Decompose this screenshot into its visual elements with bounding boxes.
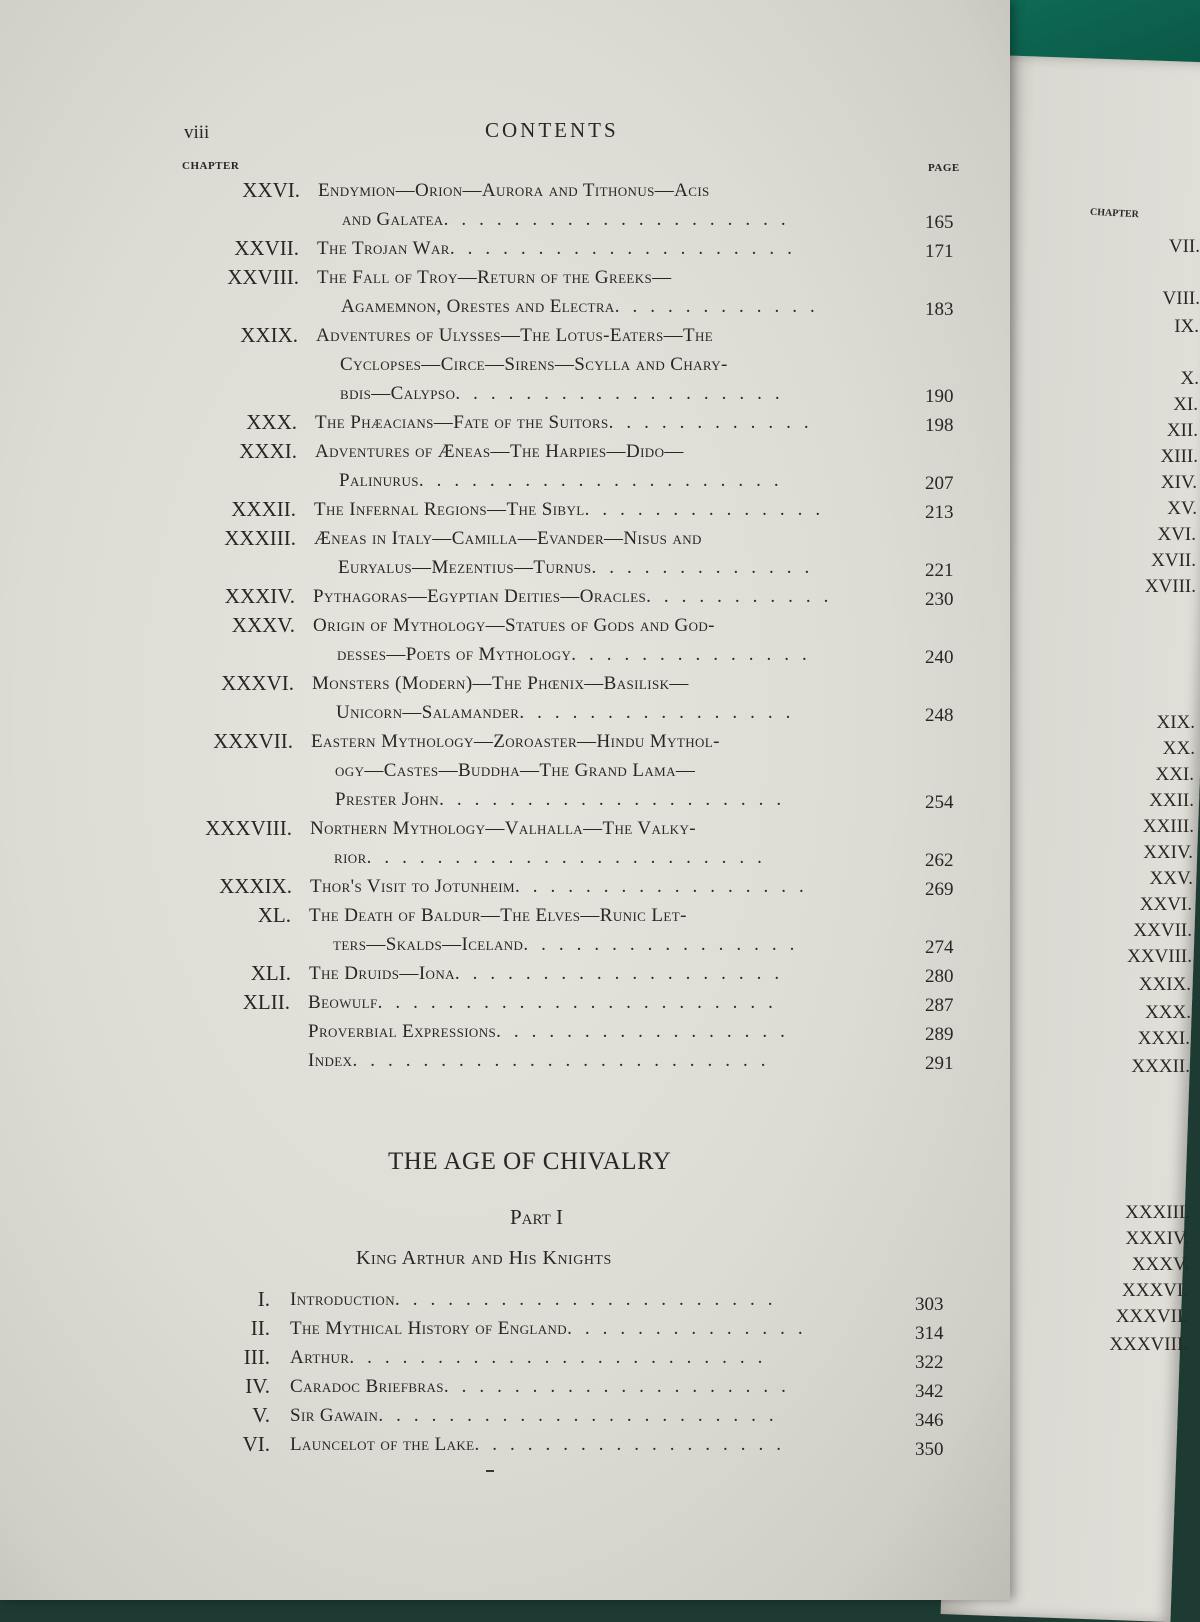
- page-number: viii: [184, 122, 210, 143]
- chapter-title: [290, 1372, 890, 1401]
- chapter-title-last-line: [316, 379, 903, 408]
- chapter-title-text: Palinurus: [339, 470, 419, 491]
- dot-leader: .................: [514, 876, 817, 897]
- dot-leader: .................: [496, 1021, 798, 1042]
- chapter-number: III.: [243, 1345, 270, 1369]
- chapter-title: [314, 495, 901, 524]
- facing-chapter-numeral: XXX.: [1145, 1002, 1191, 1023]
- facing-chapter-numeral: VII.: [1168, 236, 1200, 257]
- page-number-ref: 248: [925, 705, 954, 726]
- facing-chapter-numeral: XXVII.: [1133, 920, 1192, 941]
- chapter-title-last-line: [310, 843, 897, 872]
- chapter-title-text: rior: [334, 847, 367, 868]
- dot-leader: .............: [591, 557, 823, 578]
- chapter-title: [290, 1285, 890, 1314]
- chapter-number: XL.: [257, 903, 291, 927]
- chapter-title-last-line: [317, 234, 904, 263]
- chapter-title-text: Sir Gawain: [290, 1405, 379, 1426]
- facing-chapter-numeral: XI.: [1173, 394, 1198, 415]
- chapter-title: [308, 1017, 895, 1046]
- facing-chapter-numeral: XXIX.: [1138, 974, 1191, 995]
- chapter-title: [290, 1401, 890, 1430]
- page-number-ref: 303: [915, 1294, 944, 1315]
- chapter-title-line: The Death of Baldur—The Elves—Runic Let-: [309, 905, 687, 926]
- facing-chapter-numeral: XXXVIII.: [1109, 1334, 1188, 1355]
- page-number-ref: 289: [925, 1024, 954, 1045]
- chapter-title-line: Monsters (Modern)—The Phœnix—Basilisk—: [312, 673, 689, 694]
- dot-leader: .....................: [418, 470, 792, 491]
- chapter-title-text: bdis—Calypso: [340, 383, 456, 404]
- dot-leader: ....................: [439, 789, 795, 810]
- page-number-ref: 207: [925, 473, 954, 494]
- chapter-title: [309, 959, 896, 988]
- part-label: Part I: [510, 1205, 564, 1229]
- page-number-ref: 254: [925, 792, 954, 813]
- facing-chapter-numeral: XIX.: [1156, 712, 1195, 733]
- chapter-title: [308, 988, 895, 1017]
- chapter-title-text: Thor's Visit to Jotunheim: [310, 876, 515, 897]
- chapter-title-last-line: [290, 1430, 890, 1459]
- chapter-title: [314, 524, 901, 582]
- dot-leader: .......................: [366, 847, 775, 868]
- chapter-title-text: Arthur: [290, 1347, 350, 1368]
- page-title: CONTENTS: [485, 118, 619, 142]
- chapter-title-line: Endymion—Orion—Aurora and Tithonus—Acis: [318, 180, 710, 201]
- dot-leader: ..................: [474, 1434, 795, 1455]
- part-subtitle: King Arthur and His Knights: [356, 1247, 612, 1269]
- chapter-title: [313, 582, 900, 611]
- facing-chapter-numeral: XX.: [1162, 738, 1195, 759]
- chapter-number: XLII.: [242, 990, 290, 1014]
- chapter-title-last-line: [290, 1314, 890, 1343]
- chapter-title-last-line: [311, 785, 898, 814]
- chapter-title-text: Caradoc Briefbras: [290, 1376, 444, 1397]
- facing-chapter-numeral: XXXII.: [1131, 1056, 1190, 1077]
- page-number-ref: 346: [915, 1410, 944, 1431]
- facing-chapter-numeral: XXXV.: [1131, 1254, 1189, 1275]
- chapter-title-text: ters—Skalds—Iceland: [333, 934, 524, 955]
- chapter-title-last-line: [308, 1017, 895, 1046]
- page-number-ref: 221: [925, 560, 954, 581]
- chapter-title-line: The Fall of Troy—Return of the Greeks—: [317, 267, 672, 288]
- dot-leader: .......................: [378, 1405, 787, 1426]
- page-number-ref: 198: [925, 415, 954, 436]
- chapter-title-text: Index: [308, 1050, 353, 1071]
- page-number-ref: 342: [915, 1381, 944, 1402]
- dot-leader: ....................: [443, 1376, 799, 1397]
- chapter-title-text: Unicorn—Salamander: [336, 702, 520, 723]
- chapter-title-last-line: [290, 1285, 890, 1314]
- facing-chapter-numeral: XVII.: [1151, 550, 1196, 571]
- chapter-title: [311, 727, 898, 814]
- chapter-title-text: Euryalus—Mezentius—Turnus: [338, 557, 592, 578]
- chapter-title-last-line: [317, 292, 904, 321]
- facing-chapter-numeral: XXV.: [1149, 868, 1193, 889]
- chapter-title: [290, 1430, 890, 1459]
- chapter-title-text: Prester John: [335, 789, 440, 810]
- page-column-header: PAGE: [928, 162, 960, 174]
- chapter-title-text: The Phæacians—Fate of the Suitors: [315, 412, 609, 433]
- page-number-ref: 314: [915, 1323, 944, 1344]
- chapter-title-last-line: [314, 495, 901, 524]
- chapter-title-text: desses—Poets of Mythology: [337, 644, 572, 665]
- chapter-number: XXXIII.: [224, 526, 296, 550]
- page-number-ref: 287: [925, 995, 954, 1016]
- page-number-ref: 322: [915, 1352, 944, 1373]
- dot-leader: ..............: [571, 644, 820, 665]
- dot-leader: ........................: [349, 1347, 776, 1368]
- chapter-number: XXVII.: [234, 236, 299, 260]
- facing-chapter-numeral: XXXVI.: [1122, 1280, 1188, 1301]
- facing-chapter-numeral: XII.: [1166, 420, 1198, 441]
- chapter-title-last-line: [309, 930, 896, 959]
- chapter-number: XXXIV.: [224, 584, 295, 608]
- dot-leader: ...................: [455, 383, 793, 404]
- chapter-title-text: and Galatea: [342, 209, 444, 230]
- dot-leader: .......................: [377, 992, 786, 1013]
- chapter-title-text: Beowulf: [308, 992, 378, 1013]
- page-number-ref: 165: [925, 212, 954, 233]
- chapter-number: XXVI.: [242, 178, 300, 202]
- facing-chapter-numeral: IX.: [1174, 316, 1199, 337]
- chapter-number: XXIX.: [240, 323, 298, 347]
- page-number-ref: 269: [925, 879, 954, 900]
- dot-leader: ..............: [584, 499, 834, 520]
- chapter-number: XXXI.: [239, 439, 297, 463]
- chapter-title-text: Pythagoras—Egyptian Deities—Oracles: [313, 586, 647, 607]
- dot-leader: ...........: [646, 586, 842, 607]
- chapter-title-last-line: [314, 553, 901, 582]
- chapter-title: [317, 263, 904, 321]
- chapter-title: [290, 1314, 890, 1343]
- facing-page-chapter-header: CHAPTER: [1089, 206, 1140, 221]
- chapter-title-line: Adventures of Ulysses—The Lotus-Eaters—The: [316, 325, 714, 346]
- dot-leader: ................: [519, 702, 804, 723]
- chapter-number: VI.: [242, 1432, 270, 1456]
- facing-chapter-numeral: XXXVII.: [1115, 1306, 1188, 1327]
- chapter-title-last-line: [310, 872, 897, 901]
- chapter-title-text: Proverbial Expressions: [308, 1021, 497, 1042]
- chapter-number: XXVIII.: [227, 265, 299, 289]
- page-number-ref: 240: [925, 647, 954, 668]
- chapter-title-last-line: [290, 1372, 890, 1401]
- page-number-ref: 230: [925, 589, 954, 610]
- facing-chapter-numeral: XV.: [1167, 498, 1197, 519]
- dot-leader: ......................: [395, 1289, 786, 1310]
- chapter-number: XXXII.: [231, 497, 296, 521]
- chapter-title-last-line: [290, 1401, 890, 1430]
- chapter-title: [308, 1046, 895, 1075]
- facing-chapter-numeral: XXXIII.: [1125, 1202, 1190, 1223]
- dot-leader: ............: [614, 296, 828, 317]
- chapter-title-last-line: [309, 959, 896, 988]
- chapter-title: [309, 901, 896, 959]
- section-title: THE AGE OF CHIVALRY: [388, 1148, 672, 1175]
- chapter-title-last-line: [313, 582, 900, 611]
- chapter-title-last-line: [312, 698, 899, 727]
- chapter-number: II.: [250, 1316, 270, 1340]
- chapter-number: IV.: [245, 1374, 270, 1398]
- facing-chapter-numeral: XXIV.: [1143, 842, 1193, 863]
- chapter-number: XXXIX.: [219, 874, 292, 898]
- facing-chapter-numeral: X.: [1180, 368, 1199, 389]
- dot-leader: ............: [608, 412, 822, 433]
- page-mark: [486, 1470, 494, 1472]
- chapter-title-last-line: [315, 466, 902, 495]
- chapter-number: XXXVII.: [213, 729, 293, 753]
- chapter-title-text: The Druids—Iona: [309, 963, 455, 984]
- facing-chapter-numeral: XXXI.: [1137, 1028, 1190, 1049]
- chapter-title-line: Eastern Mythology—Zoroaster—Hindu Mythol-: [311, 731, 720, 752]
- chapter-column-header: CHAPTER: [182, 160, 240, 172]
- chapter-title-line: Æneas in Italy—Camilla—Evander—Nisus and: [314, 528, 702, 549]
- facing-chapter-numeral: XXXIV.: [1125, 1228, 1189, 1249]
- chapter-title-last-line: [313, 640, 900, 669]
- chapter-title-text: Agamemnon, Orestes and Electra: [341, 296, 615, 317]
- page-number-ref: 262: [925, 850, 954, 871]
- chapter-title-line: Cyclopses—Circe—Sirens—Scylla and Chary-: [340, 354, 728, 375]
- chapter-title: [310, 872, 897, 901]
- facing-chapter-numeral: XXVI.: [1139, 894, 1192, 915]
- chapter-number: I.: [257, 1287, 270, 1311]
- chapter-title-last-line: [308, 1046, 895, 1075]
- page-number-ref: 274: [925, 937, 954, 958]
- chapter-title: [290, 1343, 890, 1372]
- facing-chapter-numeral: XXVIII.: [1127, 946, 1192, 967]
- facing-chapter-numeral: XIII.: [1160, 446, 1198, 467]
- chapter-title: [316, 321, 903, 408]
- chapter-number: XXXVIII.: [205, 816, 292, 840]
- page-number-ref: 190: [925, 386, 954, 407]
- page-number-ref: 171: [925, 241, 954, 262]
- dot-leader: ..............: [567, 1318, 816, 1339]
- chapter-number: XXXV.: [231, 613, 295, 637]
- page-number-ref: 291: [925, 1053, 954, 1074]
- chapter-title: [310, 814, 897, 872]
- chapter-number: XXX.: [246, 410, 297, 434]
- dot-leader: ....................: [443, 209, 799, 230]
- chapter-title-line: Adventures of Æneas—The Harpies—Dido—: [315, 441, 684, 462]
- chapter-title: [317, 234, 904, 263]
- page-number-ref: 183: [925, 299, 954, 320]
- facing-chapter-numeral: XVIII.: [1144, 576, 1196, 597]
- chapter-number: XXXVI.: [221, 671, 294, 695]
- chapter-title: [318, 176, 905, 234]
- page-number-ref: 213: [925, 502, 954, 523]
- facing-chapter-numeral: XVI.: [1157, 524, 1196, 545]
- facing-chapter-numeral: XXIII.: [1142, 816, 1194, 837]
- chapter-title-last-line: [318, 205, 905, 234]
- chapter-title-last-line: [308, 988, 895, 1017]
- chapter-title: [312, 669, 899, 727]
- facing-chapter-numeral: XXII.: [1149, 790, 1194, 811]
- chapter-title: [315, 408, 902, 437]
- chapter-title: [313, 611, 900, 669]
- chapter-title-last-line: [290, 1343, 890, 1372]
- chapter-title-line: ogy—Castes—Buddha—The Grand Lama—: [335, 760, 696, 781]
- facing-chapter-numeral: XIV.: [1160, 472, 1197, 493]
- chapter-title-text: The Trojan War: [317, 238, 450, 259]
- dot-leader: ....................: [449, 238, 805, 259]
- facing-chapter-numeral: XXI.: [1155, 764, 1194, 785]
- chapter-title-line: Northern Mythology—Valhalla—The Valky-: [310, 818, 696, 839]
- page-number-ref: 280: [925, 966, 954, 987]
- chapter-title-text: Launcelot of the Lake: [290, 1434, 475, 1455]
- chapter-title-text: Introduction: [290, 1289, 396, 1310]
- facing-chapter-numeral: VIII.: [1162, 288, 1200, 309]
- dot-leader: ........................: [352, 1050, 779, 1071]
- chapter-title-text: The Mythical History of England: [290, 1318, 568, 1339]
- chapter-number: XLI.: [250, 961, 291, 985]
- dot-leader: ................: [523, 934, 808, 955]
- chapter-title-line: Origin of Mythology—Statues of Gods and God-: [313, 615, 715, 636]
- chapter-title-text: The Infernal Regions—The Sibyl: [314, 499, 585, 520]
- chapter-title: [315, 437, 902, 495]
- dot-leader: ...................: [454, 963, 793, 984]
- chapter-number: V.: [252, 1403, 270, 1427]
- chapter-title-last-line: [315, 408, 902, 437]
- page-number-ref: 350: [915, 1439, 944, 1460]
